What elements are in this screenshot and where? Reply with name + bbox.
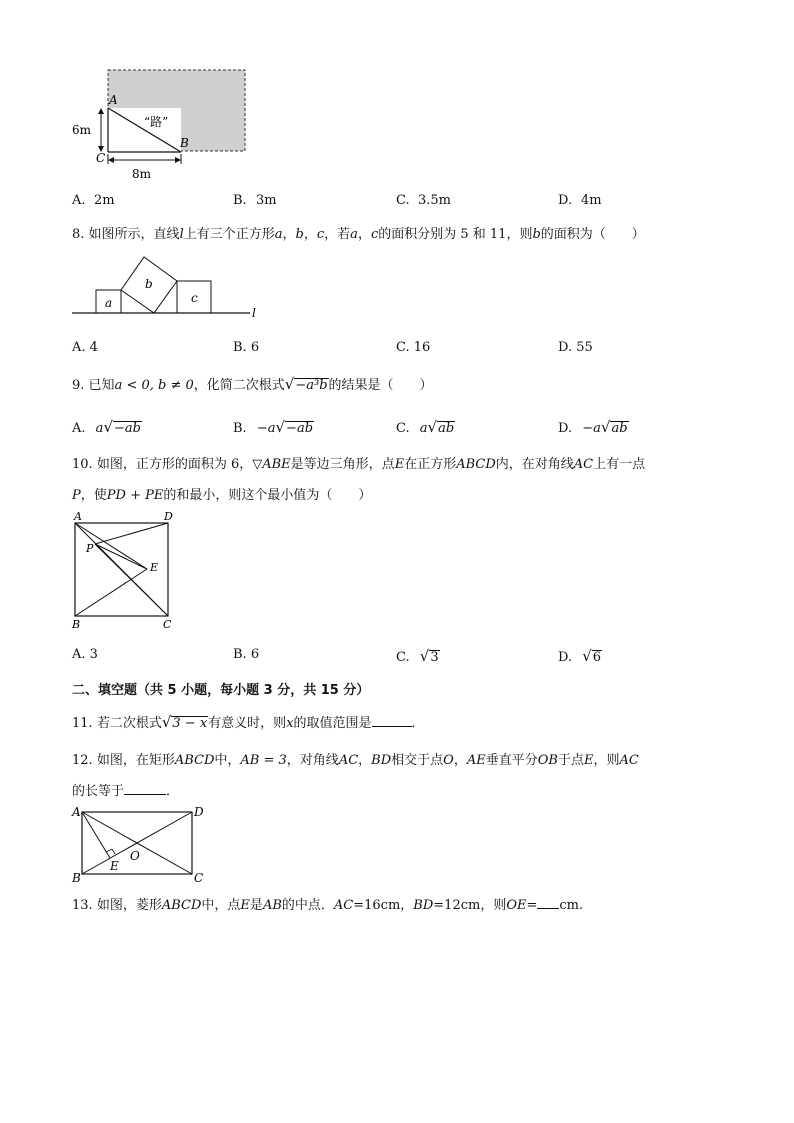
- q9-option-c-label: C.: [396, 421, 410, 436]
- q12-number: 12.: [72, 753, 93, 768]
- q8-comma-1: ，: [282, 227, 296, 242]
- q13-eq-3: =: [526, 898, 538, 913]
- figure-q8-label-l: l: [252, 306, 256, 320]
- q10-option-c-radicand: 3: [430, 650, 439, 665]
- q10-text-c: 在正方形: [404, 457, 457, 472]
- q13-text-2: 中，点: [201, 898, 241, 913]
- q13-var-abcd: ABCD: [161, 898, 202, 913]
- q8-text-1: 如图所示，直线: [88, 227, 180, 242]
- figure-q10-label-c: C: [163, 618, 172, 631]
- q13-text-1: 如图，菱形: [96, 898, 162, 913]
- q8-var-c: c: [316, 227, 325, 242]
- q11-var-x: x: [286, 716, 294, 731]
- figure-q10: [68, 506, 188, 632]
- q8-var-l: l: [179, 227, 184, 242]
- q12-text-6: ，: [453, 753, 467, 768]
- q9-condition: a < 0, b ≠ 0: [114, 378, 194, 393]
- q9-radicand: −a³b: [295, 378, 328, 393]
- q10-var-e: E: [394, 457, 405, 472]
- q9-option-d: [558, 418, 629, 436]
- figure-q7-arrow-left: [108, 157, 114, 163]
- q12-var-o: O: [443, 753, 454, 768]
- q12-text-5: 相交于点: [391, 753, 444, 768]
- q10-option-d-radical: √: [582, 647, 592, 665]
- q12-var-abcd: ABCD: [174, 753, 215, 768]
- q9-text-3: 的结果是（ ）: [328, 378, 433, 393]
- q10-option-d: [558, 647, 602, 665]
- q13-var-ab: AB: [262, 898, 282, 913]
- q9-option-b-radical: √: [275, 418, 286, 436]
- q8-option-b: B. 6: [233, 340, 260, 355]
- q12-stem-line-1: [72, 749, 639, 768]
- q10-option-d-radicand: 6: [592, 650, 602, 665]
- q8-comma-3: ，: [357, 227, 371, 242]
- q10-triangle: ▽ABE: [252, 457, 291, 472]
- figure-q10-segment-pe: [95, 544, 147, 569]
- q13-text-3: 是: [249, 898, 263, 913]
- figure-q12-label-e: E: [110, 859, 119, 873]
- q9-option-b-radicand: −ab: [286, 421, 314, 436]
- q10-text-e: 上有一点: [593, 457, 646, 472]
- q11-text-3: 的取值范围是: [293, 716, 372, 731]
- q9-option-d-radicand: ab: [611, 421, 628, 436]
- q12-text-3: ，对角线: [286, 753, 339, 768]
- q9-option-a-label: A.: [72, 421, 86, 436]
- q9-stem: [72, 374, 433, 393]
- q13-var-bd: BD: [413, 898, 434, 913]
- q10-option-c: [396, 647, 440, 665]
- q9-option-c-radicand: ab: [438, 421, 455, 436]
- figure-q10-label-a: A: [74, 510, 82, 523]
- q10-option-b: B. 6: [233, 647, 260, 662]
- q10-var-ac: AC: [573, 457, 594, 472]
- q11-end: ．: [411, 716, 425, 731]
- figure-q12: [68, 802, 214, 886]
- q12-text-7: 垂直平分: [485, 753, 538, 768]
- q8-var-a: a: [274, 227, 283, 242]
- figure-q12-segment-ae: [82, 812, 110, 858]
- q12-var-ac2: AC: [619, 753, 639, 768]
- q12-ab-eq: AB = 3: [240, 753, 287, 768]
- q12-var-ae: AE: [466, 753, 486, 768]
- figure-q12-label-b: B: [72, 871, 81, 885]
- q11-radicand: 3 − x: [172, 716, 208, 731]
- q13-answer-blank[interactable]: [537, 896, 559, 909]
- q8-comma-2: ，: [303, 227, 317, 242]
- q10-var-p: P: [72, 488, 81, 503]
- q8-text-2: 上有三个正方形: [183, 227, 275, 242]
- q13-var-ac: AC: [333, 898, 354, 913]
- q7-option-d-value: 4m: [581, 193, 602, 208]
- q13-var-e: E: [240, 898, 250, 913]
- figure-q8-label-c: c: [191, 291, 198, 305]
- q9-option-b-coef: −a: [256, 421, 276, 436]
- q9-option-a-radical: √: [103, 418, 113, 436]
- q9-option-a: [72, 418, 142, 436]
- q13-number: 13.: [72, 898, 93, 913]
- q8-option-c: C. 16: [396, 340, 431, 355]
- figure-q7: [68, 64, 258, 184]
- q9-option-b: [233, 418, 314, 436]
- q9-text-2: ，化简二次根式: [193, 378, 285, 393]
- q8-var-c2: c: [370, 227, 379, 242]
- q11-text-2: 有意义时，则: [208, 716, 287, 731]
- q12-text-2: 中，: [214, 753, 241, 768]
- q12-end: ．: [166, 784, 180, 799]
- q12-var-ac: AC: [338, 753, 359, 768]
- figure-q8-label-b: b: [145, 277, 153, 291]
- q12-var-e: E: [584, 753, 594, 768]
- q9-option-c: [396, 418, 455, 436]
- q12-text-8: 于点: [557, 753, 584, 768]
- q12-answer-blank[interactable]: [124, 782, 166, 795]
- q8-var-b: b: [295, 227, 304, 242]
- q12-var-bd: BD: [371, 753, 392, 768]
- figure-q7-arrow-right: [175, 157, 181, 163]
- figure-q10-label-p: P: [86, 542, 94, 555]
- q10-var-abcd: ABCD: [456, 457, 496, 472]
- q8-stem: [72, 223, 645, 242]
- q13-eq-1: =16cm，: [353, 898, 414, 913]
- q8-var-a2: a: [350, 227, 358, 242]
- q12-var-ob: OB: [537, 753, 558, 768]
- q13-text-4: 的中点．: [281, 898, 334, 913]
- q7-option-b-label: B.: [233, 193, 247, 208]
- figure-q10-segment-be: [75, 569, 147, 616]
- q9-option-d-coef: −a: [582, 421, 601, 436]
- q10-option-c-label: C.: [396, 650, 410, 665]
- figure-q7-label-a: A: [109, 93, 118, 107]
- q12-text-1: 如图，在矩形: [96, 753, 175, 768]
- q7-option-c-value: 3.5m: [418, 193, 452, 208]
- q10-text-g: 的和最小，则这个最小值为（ ）: [163, 488, 372, 503]
- q12-text-9: ，则: [593, 753, 620, 768]
- q9-option-c-coef: a: [419, 421, 428, 436]
- figure-q12-label-d: D: [194, 805, 204, 819]
- q9-radical-sign: √: [284, 375, 295, 393]
- figure-q12-label-o: O: [130, 849, 140, 863]
- q13-end: cm.: [559, 898, 584, 913]
- q9-option-d-radical: √: [600, 418, 611, 436]
- q9-option-c-radical: √: [427, 418, 438, 436]
- figure-q10-label-e: E: [150, 561, 159, 574]
- q13-eq-2: =12cm，则: [433, 898, 507, 913]
- figure-q7-label-c: C: [96, 151, 106, 165]
- q10-text-d: 内，在对角线: [495, 457, 574, 472]
- q11-text-1: 若二次根式: [96, 716, 162, 731]
- q10-option-d-label: D.: [558, 650, 573, 665]
- figure-q12-label-c: C: [194, 871, 204, 885]
- q8-var-b2: b: [532, 227, 541, 242]
- q7-option-a-label: A.: [72, 193, 86, 208]
- section-2-title: 二、填空题（共 5 小题，每小题 3 分，共 15 分）: [72, 683, 370, 698]
- figure-q7-label-6m: 6m: [72, 123, 92, 137]
- q9-number: 9.: [72, 378, 85, 393]
- figure-q7-label-8m: 8m: [132, 167, 152, 181]
- figure-q10-label-d: D: [164, 510, 173, 523]
- q8-option-d: D. 55: [558, 340, 593, 355]
- figure-q10-segment-pd: [95, 523, 168, 544]
- q12-text-4: ，: [358, 753, 372, 768]
- q8-number: 8.: [72, 227, 85, 242]
- q11-stem: [72, 712, 425, 731]
- q10-option-c-radical: √: [419, 647, 430, 665]
- q11-answer-blank[interactable]: [372, 714, 412, 727]
- q10-option-a: A. 3: [72, 647, 98, 662]
- q7-option-a-value: 2m: [94, 193, 115, 208]
- figure-q7-label-road: “路”: [144, 115, 169, 129]
- q8-option-a: A. 4: [72, 340, 98, 355]
- q9-option-a-radicand: −ab: [114, 421, 141, 436]
- q8-text-4: 的面积分别为 5 和 11，则: [378, 227, 533, 242]
- q10-stem-line-2: [72, 484, 371, 503]
- q9-option-d-label: D.: [558, 421, 573, 436]
- q10-number: 10.: [72, 457, 93, 472]
- figure-q7-arrow-up: [98, 108, 104, 114]
- q11-radical: √: [161, 713, 172, 731]
- q13-stem: [72, 894, 583, 913]
- figure-q12-label-a: A: [72, 805, 81, 819]
- q8-text-5: 的面积为（ ）: [540, 227, 645, 242]
- q9-option-b-label: B.: [233, 421, 247, 436]
- q13-var-oe: OE: [506, 898, 527, 913]
- q8-text-3: ，若: [324, 227, 351, 242]
- q10-text-f: ，使: [80, 488, 107, 503]
- q7-option-d-label: D.: [558, 193, 573, 208]
- q10-stem-line-1: [72, 453, 645, 472]
- q10-expr: PD + PE: [106, 488, 164, 503]
- figure-q8: [70, 250, 270, 326]
- q12-stem-line-2: [72, 780, 179, 799]
- q10-text-b: 是等边三角形，点: [290, 457, 395, 472]
- q9-option-a-coef: a: [95, 421, 104, 436]
- q12-line-2-text: 的长等于: [72, 784, 125, 799]
- q9-text-1: 已知: [88, 378, 115, 393]
- figure-q8-label-a: a: [105, 296, 113, 310]
- figure-q10-segment-pc: [95, 544, 168, 616]
- figure-q10-label-b: B: [72, 618, 81, 631]
- q10-text-a: 如图，正方形的面积为 6，: [96, 457, 253, 472]
- q11-number: 11.: [72, 716, 93, 731]
- figure-q7-label-b: B: [180, 136, 189, 150]
- q7-option-b-value: 3m: [256, 193, 277, 208]
- q7-option-c-label: C.: [396, 193, 410, 208]
